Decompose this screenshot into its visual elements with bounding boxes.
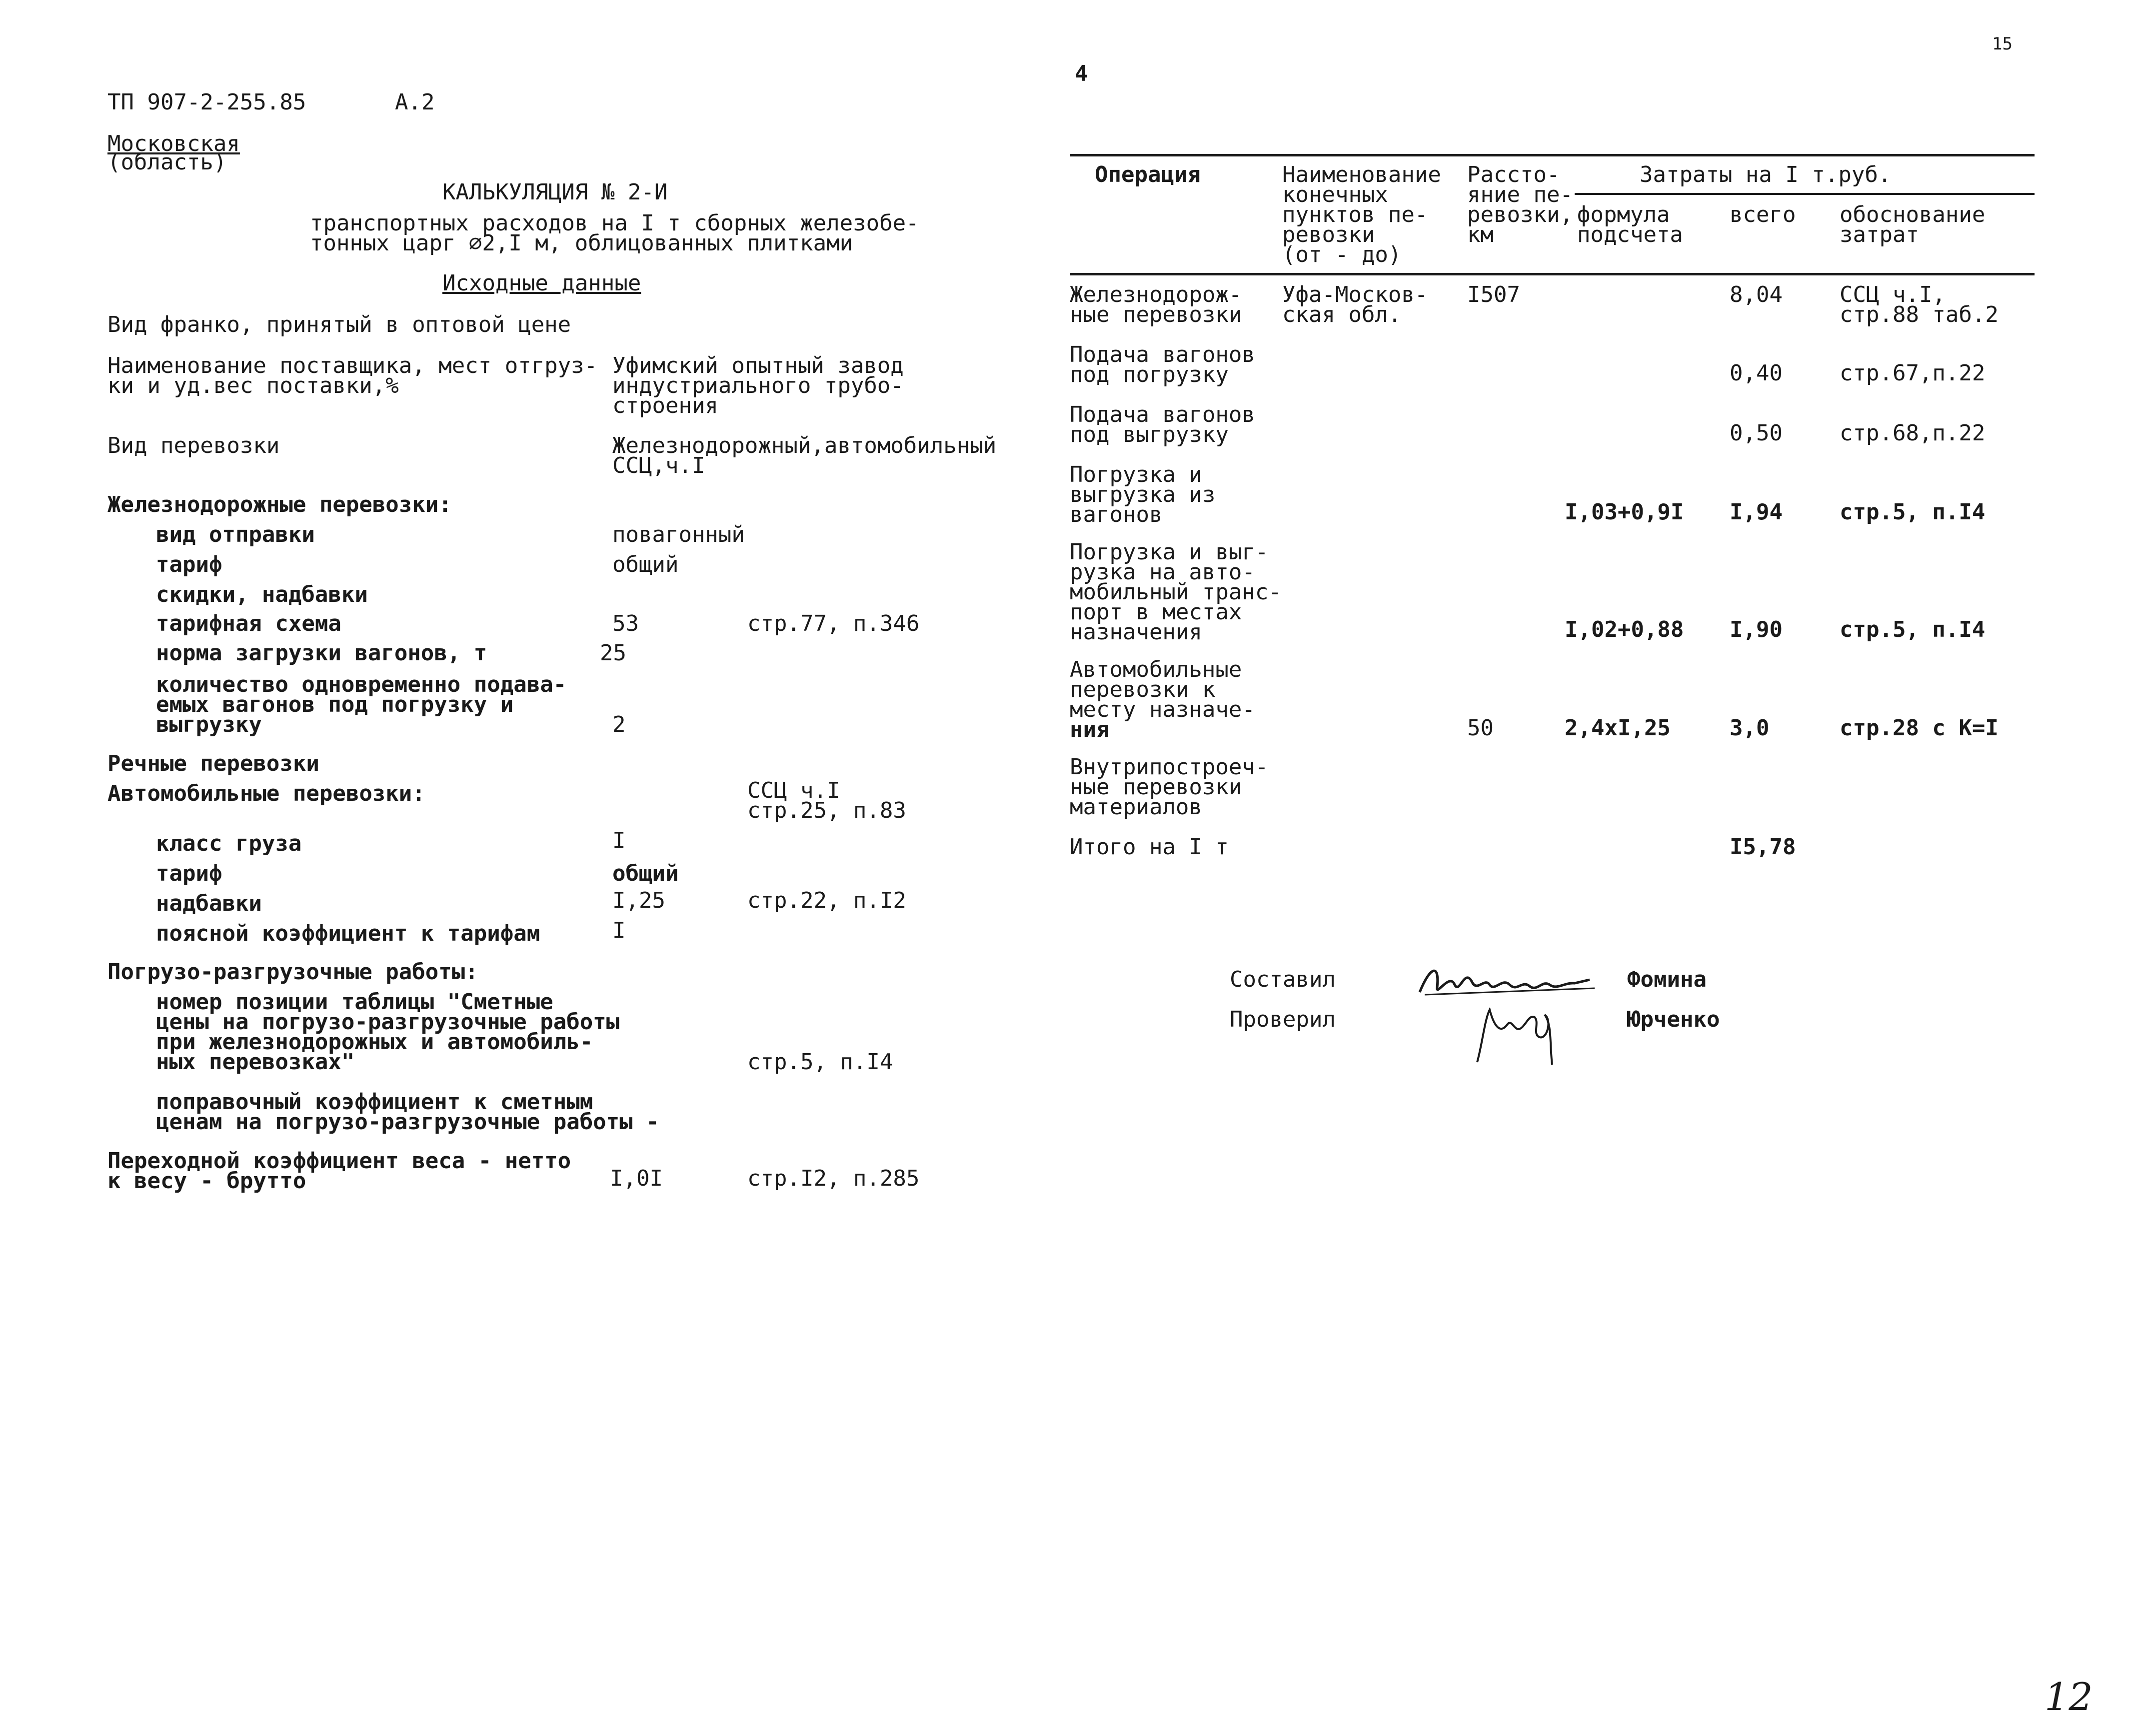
rail-item-value: 25 (600, 640, 626, 666)
header-formula-2: подсчета (1577, 222, 1683, 247)
header-points-5: (от - до) (1282, 242, 1402, 267)
row-operation: порт в местах (1070, 599, 1242, 625)
checked-signature (1470, 1000, 1565, 1070)
transport-label: Вид перевозки (107, 433, 280, 458)
auto-ref-1: ССЦ ч.I (747, 778, 840, 803)
calculation-subtitle-2: тонных царг ∅2,I м, облицованных плитками (310, 230, 853, 256)
transition-2: к весу - брутто (107, 1168, 306, 1194)
page-number-handwritten: 12 (2045, 1675, 2093, 1719)
transition-ref: стр.I2, п.285 (747, 1166, 920, 1191)
supplier-value-3: строения (612, 393, 718, 418)
row-operation: Подача вагонов (1070, 342, 1255, 367)
sheet-number: 4 (1075, 61, 1088, 86)
loading-position-3: при железнодорожных и автомобиль- (156, 1029, 593, 1055)
header-distance-4: км (1467, 222, 1494, 247)
compiled-name: Фомина (1627, 967, 1707, 992)
auto-heading: Автомобильные перевозки: (107, 781, 425, 806)
row-operation: Железнодорож- (1070, 282, 1242, 307)
table-top-rule (1070, 154, 2035, 156)
costs-rule (1575, 193, 2035, 195)
transition-value: I,0I (610, 1166, 663, 1191)
row-operation: назначения (1070, 619, 1202, 645)
loading-position-2: цены на погрузо-разгрузочные работы (156, 1009, 620, 1035)
rail-wagons-label-2: емых вагонов под погрузку и (156, 692, 514, 717)
transition-1: Переходной коэффициент веса - нетто (107, 1148, 571, 1174)
loading-position-4: ных перевозках" (156, 1049, 355, 1075)
row-points: Уфа-Москов- (1282, 282, 1428, 307)
header-points-3: пунктов пе- (1282, 202, 1428, 227)
row-operation: Подача вагонов (1070, 402, 1255, 427)
supplier-label-2: ки и уд.вес поставки,% (107, 373, 399, 398)
rail-item-label: вид отправки (156, 522, 315, 547)
row-operation: Погрузка и (1070, 462, 1202, 487)
rail-wagons-value: 2 (612, 712, 626, 737)
auto-item-value: I (612, 918, 626, 943)
checked-name: Юрченко (1627, 1007, 1720, 1032)
auto-item-ref: стр.22, п.I2 (747, 888, 906, 913)
album-code: А.2 (395, 89, 435, 115)
row-operation: вагонов (1070, 502, 1163, 527)
row-basis: ССЦ ч.I, (1840, 282, 1946, 307)
correction-2: ценам на погрузо-разгрузочные работы - (156, 1109, 659, 1135)
supplier-value-1: Уфимский опытный завод (612, 353, 904, 378)
rail-heading: Железнодорожные перевозки: (107, 492, 452, 517)
row-operation: ные перевозки (1070, 302, 1242, 327)
header-basis-1: обоснование (1840, 202, 1986, 227)
total-label: Итого на I т (1070, 834, 1229, 860)
row-distance: 50 (1467, 715, 1494, 741)
checked-label: Проверил (1230, 1007, 1336, 1032)
total-value: I5,78 (1730, 834, 1796, 860)
header-operation: Операция (1095, 162, 1201, 187)
header-distance-2: яние пе- (1467, 182, 1573, 207)
row-operation: перевозки к (1070, 677, 1216, 702)
loading-position-1: номер позиции таблицы "Сметные (156, 989, 553, 1015)
rail-wagons-label-3: выгрузку (156, 712, 262, 737)
row-operation: рузка на авто- (1070, 559, 1255, 585)
franco-label: Вид франко, принятый в оптовой цене (107, 312, 571, 337)
header-bottom-rule (1070, 273, 2035, 275)
row-operation: материалов (1070, 794, 1202, 820)
row-operation: Внутрипостроеч- (1070, 754, 1269, 780)
row-operation: мобильный транс- (1070, 579, 1282, 605)
transport-value-1: Железнодорожный,автомобильный (612, 433, 997, 458)
supplier-label-1: Наименование поставщика, мест отгруз- (107, 353, 598, 378)
loading-position-ref: стр.5, п.I4 (747, 1049, 893, 1075)
row-basis: стр.5, п.I4 (1840, 617, 1986, 642)
header-distance-1: Рассто- (1467, 162, 1560, 187)
calculation-title: КАЛЬКУЛЯЦИЯ № 2-И (442, 179, 668, 205)
header-formula-1: формула (1577, 202, 1670, 227)
row-formula: 2,4xI,25 (1565, 715, 1671, 741)
loading-heading: Погрузо-разгрузочные работы: (107, 959, 478, 985)
supplier-value-2: индустриального трубо- (612, 373, 904, 398)
rail-item-ref: стр.77, п.346 (747, 611, 920, 636)
row-operation: ния (1070, 717, 1110, 742)
river-heading: Речные перевозки (107, 751, 319, 776)
auto-item-value: I (612, 828, 626, 853)
row-operation: Автомобильные (1070, 657, 1242, 682)
auto-item-label: надбавки (156, 891, 262, 916)
row-points: ская обл. (1282, 302, 1402, 327)
row-total: I,90 (1730, 617, 1783, 642)
calculation-subtitle-1: транспортных расходов на I т сборных железобе- (310, 210, 919, 236)
document-code: ТП 907-2-255.85 (107, 89, 306, 115)
header-distance-3: ревозки, (1467, 202, 1573, 227)
rail-item-label: тариф (156, 552, 222, 577)
rail-item-label: норма загрузки вагонов, т (156, 640, 487, 666)
row-basis: стр.28 с К=I (1840, 715, 1999, 741)
auto-item-label: поясной коэффициент к тарифам (156, 921, 540, 946)
row-operation: под погрузку (1070, 362, 1229, 387)
page-number-top: 15 (1992, 34, 2013, 54)
row-operation: Погрузка и выг- (1070, 539, 1269, 565)
region: Московская (107, 131, 240, 156)
correction-1: поправочный коэффициент к сметным (156, 1089, 593, 1115)
header-costs: Затраты на I т.руб. (1640, 162, 1892, 187)
auto-item-value: общий (612, 861, 679, 886)
rail-item-value: 53 (612, 611, 639, 636)
row-total: 8,04 (1730, 282, 1783, 307)
header-points-1: Наименование (1282, 162, 1441, 187)
compiled-signature (1415, 957, 1605, 1002)
row-distance: I507 (1467, 282, 1520, 307)
row-total: I,94 (1730, 499, 1783, 525)
rail-item-value: общий (612, 552, 679, 577)
transport-value-2: ССЦ,ч.I (612, 453, 705, 478)
row-basis: стр.67,п.22 (1840, 360, 1986, 386)
row-formula: I,03+0,9I (1565, 499, 1684, 525)
auto-item-label: тариф (156, 861, 222, 886)
row-total: 3,0 (1730, 715, 1770, 741)
row-operation: выгрузка из (1070, 482, 1216, 507)
row-operation: под выгрузку (1070, 422, 1229, 447)
header-points-4: ревозки (1282, 222, 1375, 247)
row-total: 0,50 (1730, 420, 1783, 446)
auto-item-value: I,25 (612, 888, 665, 913)
header-total: всего (1730, 202, 1796, 227)
section-heading: Исходные данные (442, 270, 641, 296)
rail-item-value: повагонный (612, 522, 745, 547)
compiled-label: Составил (1230, 967, 1336, 992)
rail-item-label: тарифная схема (156, 611, 341, 636)
row-total: 0,40 (1730, 360, 1783, 386)
rail-item-label: скидки, надбавки (156, 582, 368, 607)
row-basis: стр.68,п.22 (1840, 420, 1986, 446)
row-basis: стр.88 таб.2 (1840, 302, 1999, 327)
region-note: (область) (107, 149, 227, 175)
rail-wagons-label-1: количество одновременно подавa- (156, 672, 567, 697)
header-basis-2: затрат (1840, 222, 1919, 247)
row-operation: ные перевозки (1070, 774, 1242, 800)
auto-item-label: класс груза (156, 831, 302, 856)
row-formula: I,02+0,88 (1565, 617, 1684, 642)
auto-ref-2: стр.25, п.83 (747, 798, 906, 823)
row-basis: стр.5, п.I4 (1840, 499, 1986, 525)
row-operation: месту назначе- (1070, 697, 1255, 722)
header-points-2: конечных (1282, 182, 1388, 207)
